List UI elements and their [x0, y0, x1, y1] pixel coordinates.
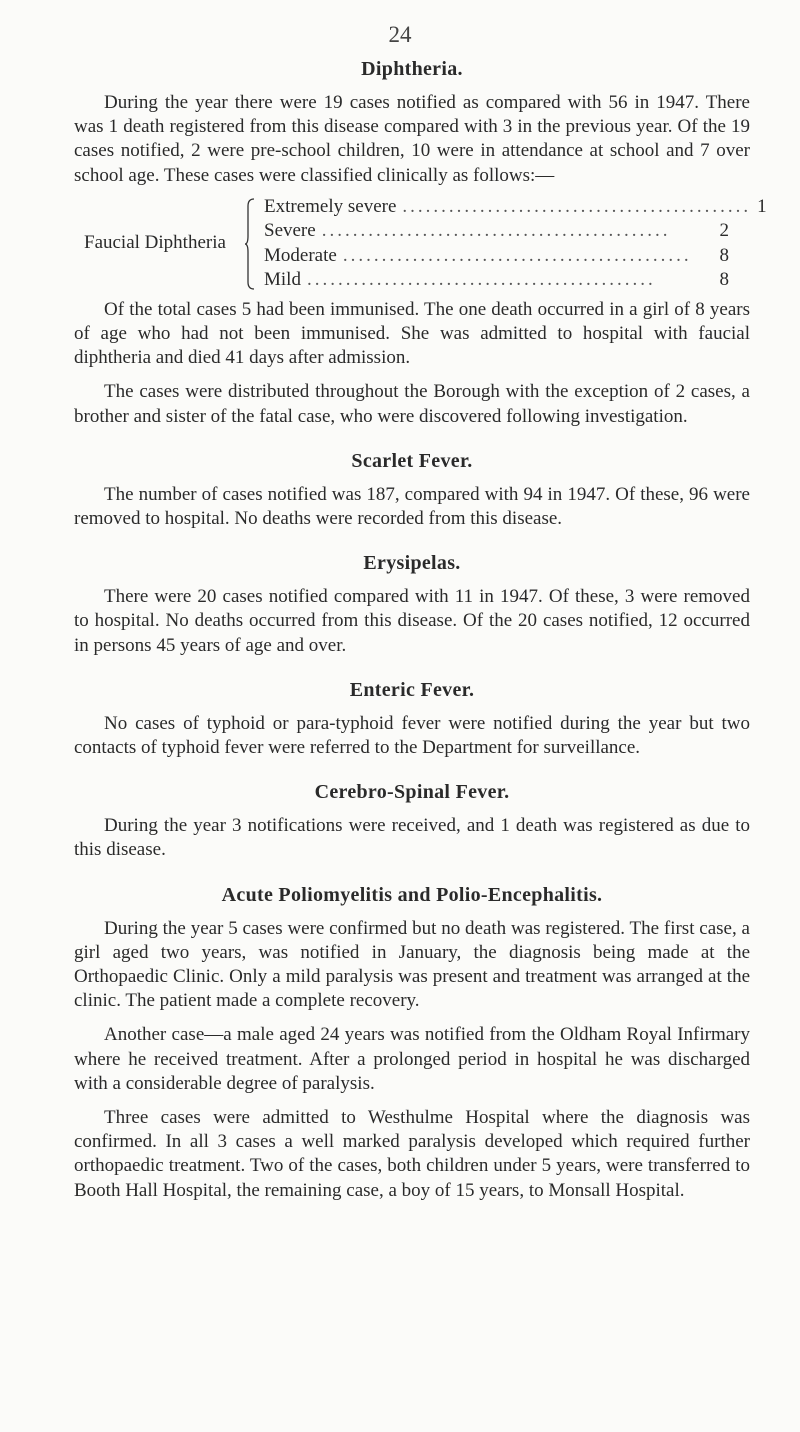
classification-row: [264, 219, 729, 244]
row-label: Moderate: [264, 244, 337, 266]
dot-leader: .............................................: [306, 269, 656, 291]
paragraph: During the year 5 cases were confirmed but no death was registered. The first case, a girl aged two years, was notified in January, the diagnosis being made at the Orthopaedic Clinic. Only a mild paralysis was present and treatment was arranged at the clinic. The patient made a complete recovery.: [74, 917, 750, 1012]
page-number: 24: [388, 22, 412, 47]
classification-table: [74, 192, 767, 296]
dot-leader: .............................................: [402, 195, 752, 217]
dot-leader: .............................................: [321, 220, 671, 242]
classification-row: [264, 268, 729, 293]
classification-row: [264, 244, 729, 269]
paragraph: Three cases were admitted to Westhulme Hospital where the diagnosis was confirmed. In all 3 cases a well marked paralysis developed which required further orthopaedic treatment. Two of the cases, both children under 5 years, were transferred to Booth Hall Hospital, the remaining case, a boy of 15 years, to Monsall Hospital.: [74, 1107, 750, 1201]
paragraph: There were 20 cases notified compared with 11 in 1947. Of these, 3 were removed to hospital. No deaths occurred from this disease. Of the 20 cases notified, 12 occurred in persons 45 years of age and over.: [74, 586, 750, 656]
section-heading-poliomyelitis: Acute Poliomyelitis and Polio-Encephalitis.: [221, 883, 603, 906]
paragraph: The cases were distributed throughout the Borough with the exception of 2 cases, a brother and sister of the fatal case, who were discovered following investigation.: [74, 381, 750, 427]
row-label: Mild: [264, 269, 301, 291]
paragraph: No cases of typhoid or para-typhoid fever were notified during the year but two contacts of typhoid fever were referred to the Department for surveillance.: [74, 712, 750, 759]
row-value: 8: [719, 244, 729, 266]
page-content: [74, 58, 767, 1203]
paragraph: Of the total cases 5 had been immunised. The one death occurred in a girl of 8 years of age who had not been immunised. She was admitted to hospital with faucial diphtheria and died 41 days after admission.: [74, 298, 750, 369]
paragraph: During the year 3 notifications were received, and 1 death was registered as due to this disease.: [74, 815, 750, 861]
section-heading-erysipelas: Erysipelas.: [363, 552, 461, 575]
section-heading-enteric-fever: Enteric Fever.: [349, 678, 475, 701]
row-label: Severe: [264, 220, 316, 242]
classification-row: [264, 195, 767, 220]
paragraph: The number of cases notified was 187, compared with 94 in 1947. Of these, 96 were removed to hospital. No deaths were recorded from this disease.: [74, 483, 750, 530]
row-value: 8: [719, 269, 729, 291]
brace-icon: [245, 198, 255, 290]
row-value: 1: [757, 195, 767, 217]
section-heading-diphtheria: Diphtheria.: [361, 58, 463, 80]
paragraph: During the year there were 19 cases notified as compared with 56 in 1947. There was 1 death registered from this disease compared with 3 in the previous year. Of the 19 cases notified, 2 were pre-school children, 10 were in attendance at school and 7 over school age. These cases were classified clinically as follows:—: [74, 92, 750, 186]
row-label: Extremely severe: [264, 195, 397, 217]
classification-label: Faucial Diphtheria: [84, 231, 226, 253]
dot-leader: .............................................: [342, 244, 692, 266]
section-heading-scarlet-fever: Scarlet Fever.: [351, 449, 473, 472]
classification-rows: [264, 195, 767, 293]
section-heading-cerebro-spinal-fever: Cerebro-Spinal Fever.: [314, 781, 510, 804]
row-value: 2: [719, 220, 729, 242]
paragraph: Another case—a male aged 24 years was notified from the Oldham Royal Infirmary where he received treatment. After a prolonged period in hospital he was discharged with a considerable degree of paralysis.: [74, 1024, 750, 1094]
